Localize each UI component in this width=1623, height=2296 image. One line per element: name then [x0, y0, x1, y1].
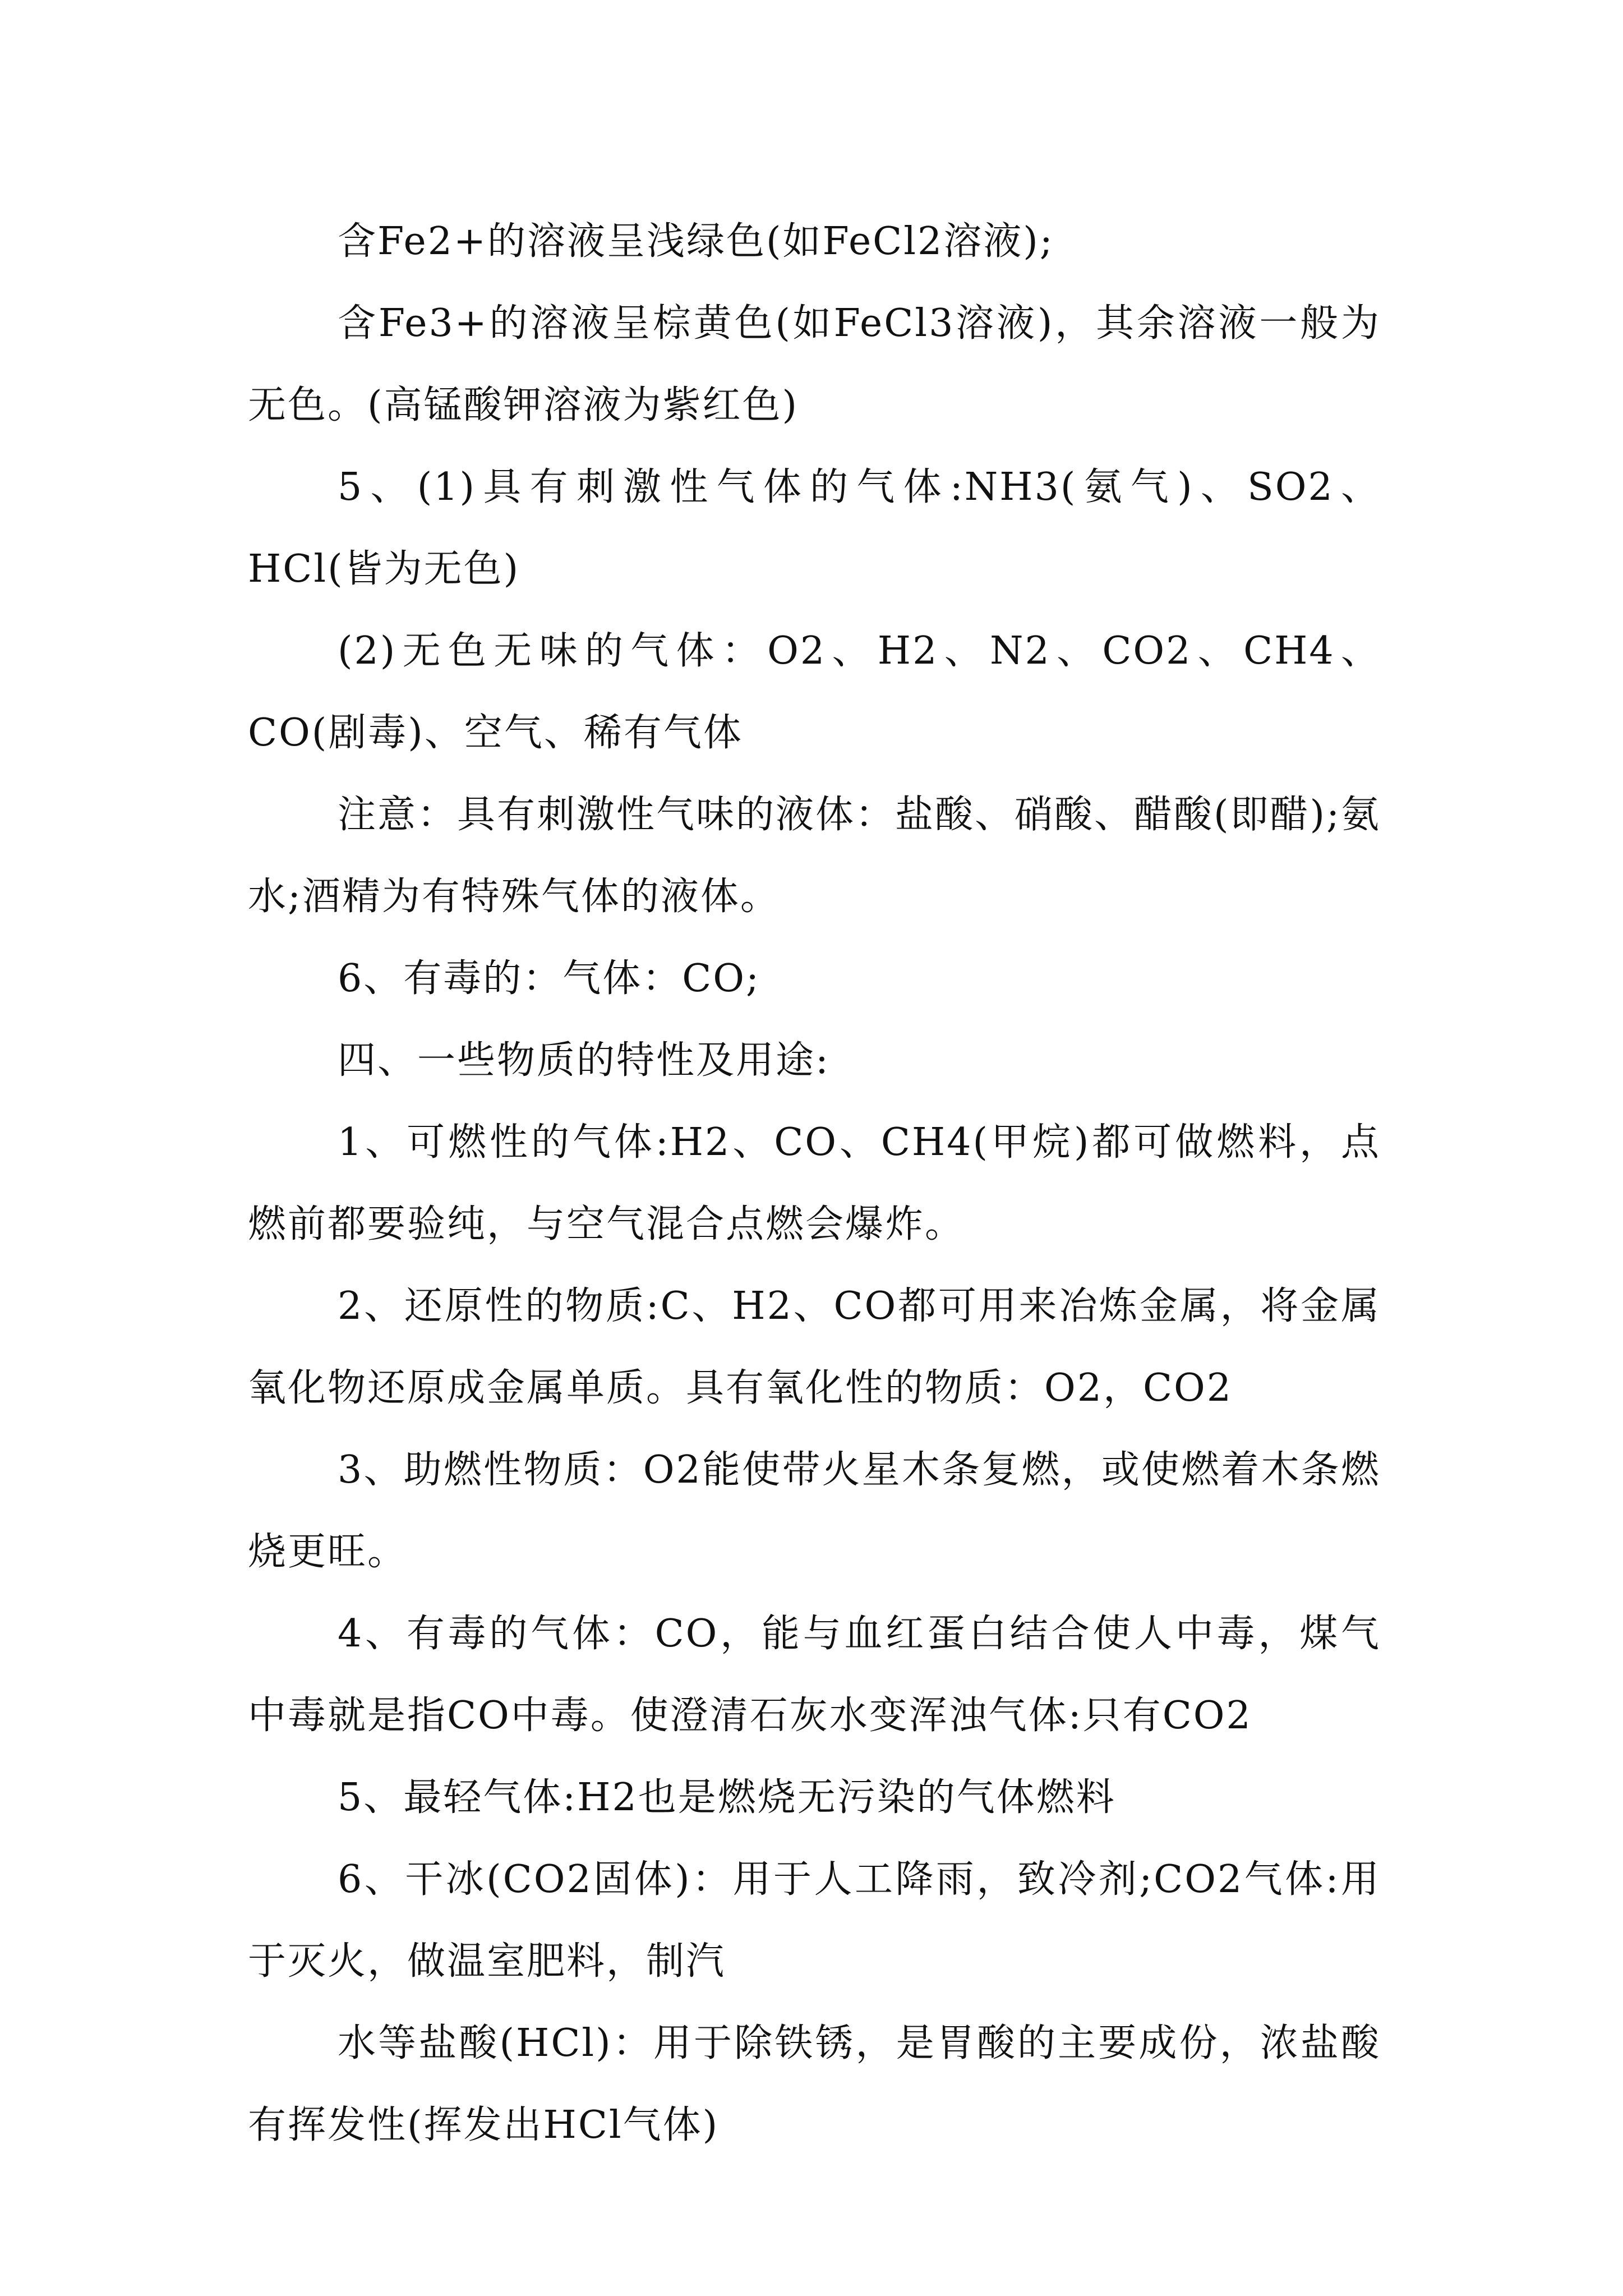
paragraph-lightest-gas: 5、最轻气体:H2也是燃烧无污染的气体燃料: [338, 1775, 1116, 1820]
document-body: [248, 201, 1381, 2166]
paragraph-toxic-gas: 6、有毒的：气体：CO;: [338, 956, 760, 1001]
paragraph-fe3-color: 含Fe3+的溶液呈棕黄色(如FeCl3溶液)，其余溶液一般为无色。(高锰酸钾溶液为紫红色): [248, 301, 1381, 427]
paragraph-odorless-gases: (2)无色无味的气体：O2、H2、N2、CO2、CH4、CO(剧毒)、空气、稀有气体: [248, 629, 1381, 755]
paragraph-toxic-co: 4、有毒的气体：CO，能与血红蛋白结合使人中毒，煤气中毒就是指CO中毒。使澄清石灰水变浑浊气体:只有CO2: [248, 1612, 1381, 1738]
paragraph-irritating-gases: 5、(1)具有刺激性气体的气体:NH3(氨气)、SO2、HCl(皆为无色): [248, 465, 1381, 591]
paragraph-combustion-supporting: 3、助燃性物质：O2能使带火星木条复燃，或使燃着木条燃烧更旺。: [248, 1448, 1381, 1574]
paragraph-dry-ice: 6、干冰(CO2固体)：用于人工降雨，致冷剂;CO2气体:用于灭火，做温室肥料，制汽: [248, 1857, 1381, 1984]
paragraph-fe2-color: 含Fe2+的溶液呈浅绿色(如FeCl2溶液);: [338, 219, 1054, 264]
paragraph-irritating-liquids: 注意：具有刺激性气味的液体：盐酸、硝酸、醋酸(即醋);氨水;酒精为有特殊气体的液体。: [248, 793, 1381, 919]
paragraph-flammable-gases: 1、可燃性的气体:H2、CO、CH4(甲烷)都可做燃料，点燃前都要验纯，与空气混合点燃会爆炸。: [248, 1120, 1381, 1246]
paragraph-hydrochloric-acid: 水等盐酸(HCl)：用于除铁锈，是胃酸的主要成份，浓盐酸有挥发性(挥发出HCl气体): [248, 2021, 1381, 2147]
section-heading-properties: 四、一些物质的特性及用途:: [338, 1038, 830, 1083]
paragraph-reducing-substances: 2、还原性的物质:C、H2、CO都可用来冶炼金属，将金属氧化物还原成金属单质。具有氧化性的物质：O2，CO2: [248, 1284, 1381, 1410]
